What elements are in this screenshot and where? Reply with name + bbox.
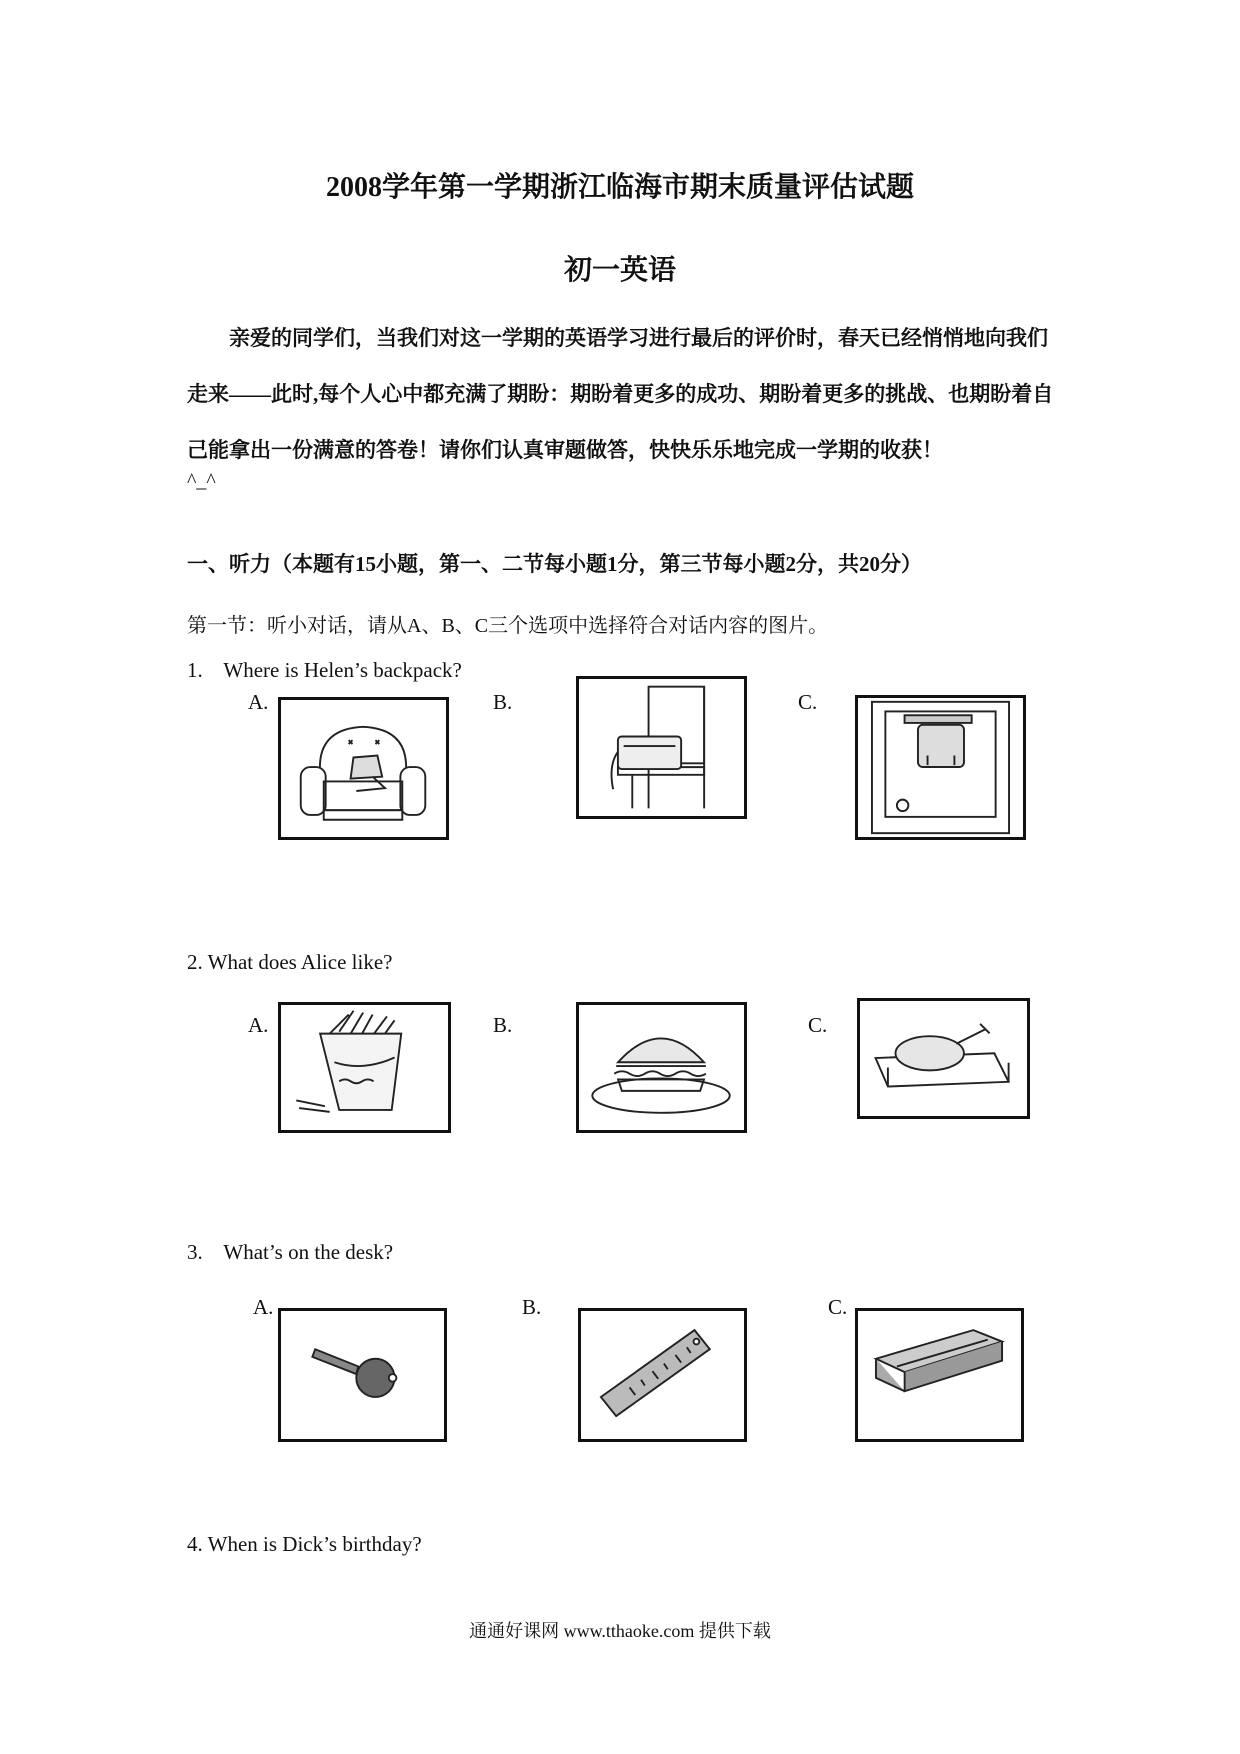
q2-option-a-image[interactable]: [278, 1002, 451, 1133]
q2-option-c-image[interactable]: [857, 998, 1030, 1119]
backpack-on-door-icon: [858, 698, 1023, 837]
intro-paragraph: [187, 310, 1057, 478]
question-number: 1.: [187, 658, 203, 682]
q2-option-c-label[interactable]: C.: [808, 1013, 828, 1037]
question-text: When is Dick’s birthday?: [207, 1532, 422, 1556]
q1-option-b-label[interactable]: B.: [493, 690, 513, 714]
q1-option-c-label[interactable]: C.: [798, 690, 818, 714]
chicken-icon: [860, 1001, 1027, 1116]
section-heading-listening: 一、听力（本题有15小题，第一、二节每小题1分，第三节每小题2分，共20分）: [187, 552, 922, 576]
question-text: Where is Helen’s backpack?: [223, 658, 462, 682]
q1-option-c-image[interactable]: [855, 695, 1026, 840]
french-fries-icon: [281, 1005, 448, 1130]
q3-option-c-image[interactable]: [855, 1308, 1024, 1442]
intro-text: 亲爱的同学们，当我们对这一学期的英语学习进行最后的评价时，春天已经悄悄地向我们走来——此时,每个人心中都充满了期盼：期盼着更多的成功、期盼着更多的挑战、也期盼着自己能拿出一份满意的答卷！请你们认真审题做答，快快乐乐地完成一学期的收获！: [187, 326, 1054, 462]
q3-option-b-image[interactable]: [578, 1308, 747, 1442]
question-number: 4.: [187, 1532, 203, 1556]
key-icon: [281, 1311, 444, 1439]
q3-option-c-label[interactable]: C.: [828, 1295, 848, 1319]
hamburger-icon: [579, 1005, 744, 1130]
page-subtitle: 初一英语: [563, 255, 676, 286]
question-2: [187, 950, 392, 975]
q2-option-a-label[interactable]: A.: [248, 1013, 269, 1037]
q1-option-a-image[interactable]: [278, 697, 449, 840]
q3-option-b-label[interactable]: B.: [522, 1295, 542, 1319]
backpack-on-chair-icon: [579, 679, 744, 816]
ruler-icon: [581, 1311, 744, 1439]
question-4: [187, 1532, 422, 1557]
question-text: What does Alice like?: [207, 950, 393, 974]
page-title: 2008学年第一学期浙江临海市期末质量评估试题: [325, 172, 914, 203]
q2-option-b-label[interactable]: B.: [493, 1013, 513, 1037]
backpack-on-sofa-icon: [281, 700, 446, 837]
question-text: What’s on the desk?: [223, 1240, 394, 1264]
q1-option-a-label[interactable]: A.: [248, 690, 269, 714]
question-number: 2.: [187, 950, 203, 974]
q3-option-a-image[interactable]: [278, 1308, 447, 1442]
page-footer: 通通好课网 www.tthaoke.com 提供下载: [469, 1621, 771, 1641]
q2-option-b-image[interactable]: [576, 1002, 747, 1133]
question-3: [187, 1240, 393, 1265]
question-number: 3.: [187, 1240, 203, 1264]
pencil-box-icon: [858, 1311, 1021, 1439]
q3-option-a-label[interactable]: A.: [253, 1295, 274, 1319]
question-1: [187, 658, 462, 683]
intro-emote: ^_^: [187, 470, 216, 492]
q1-option-b-image[interactable]: [576, 676, 747, 819]
part1-instruction: 第一节：听小对话，请从A、B、C三个选项中选择符合对话内容的图片。: [187, 615, 829, 637]
